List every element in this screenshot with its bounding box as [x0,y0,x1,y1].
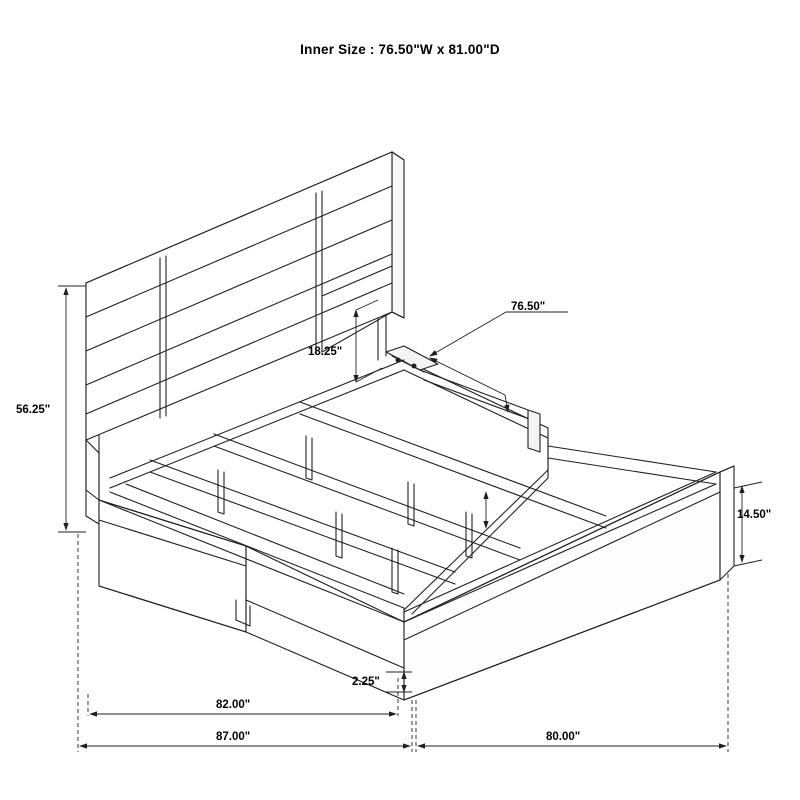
dimension-label-rail-height: 14.50" [737,509,772,521]
dimension-label-overall-length: 87.00" [216,731,251,743]
page-title: Inner Size : 76.50"W x 81.00"D [300,42,500,57]
dimension-label-headboard-panel-height: 18.25" [308,346,343,358]
dimension-label-slat-clearance: 2.25" [352,676,380,688]
dimension-label-overall-height: 56.25" [16,404,51,416]
dimension-label-interior-length: 82.00" [216,699,251,711]
dimension-label-inner-width: 76.50" [511,301,546,313]
dimension-label-overall-width: 80.00" [546,731,581,743]
